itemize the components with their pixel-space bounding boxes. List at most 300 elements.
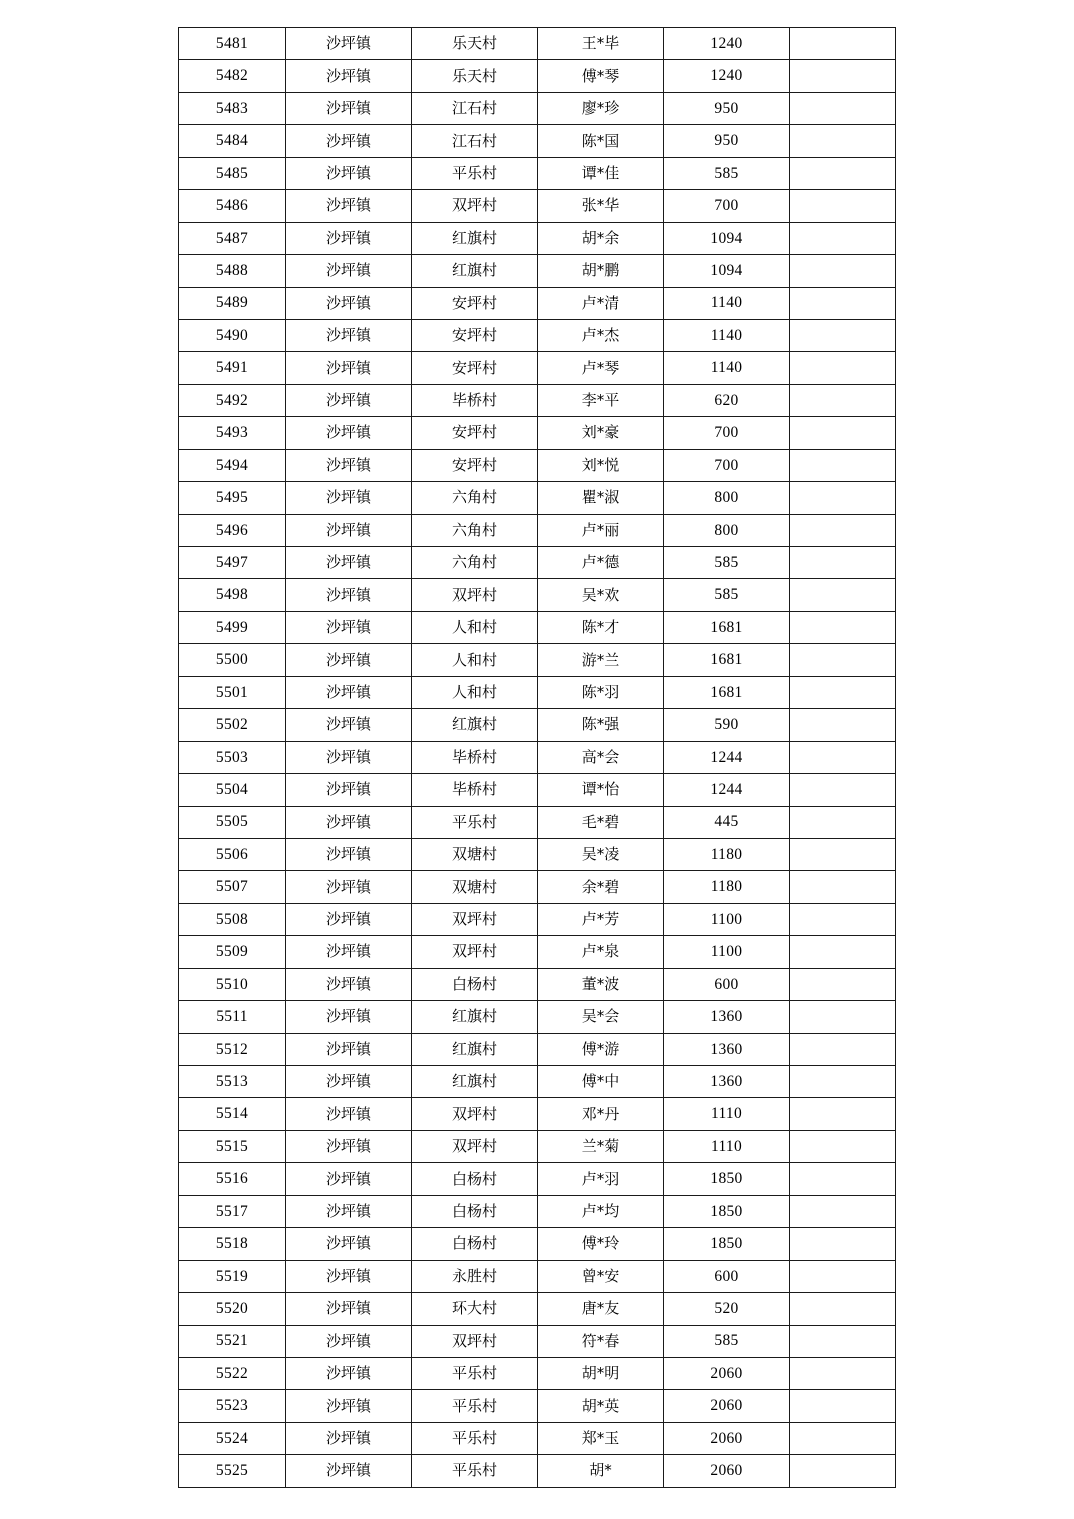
cell-name: 邓*丹 (538, 1098, 664, 1130)
cell-note (790, 1195, 896, 1227)
cell-village: 红旗村 (412, 1066, 538, 1098)
cell-village: 双坪村 (412, 579, 538, 611)
cell-name: 张*华 (538, 190, 664, 222)
cell-id: 5505 (179, 806, 286, 838)
cell-name: 卢*清 (538, 287, 664, 319)
cell-name: 陈*强 (538, 709, 664, 741)
table-body (179, 28, 896, 1488)
cell-name: 卢*均 (538, 1195, 664, 1227)
cell-amount: 1100 (664, 903, 790, 935)
cell-town: 沙坪镇 (286, 417, 412, 449)
cell-note (790, 1390, 896, 1422)
cell-village: 永胜村 (412, 1260, 538, 1292)
table-row (179, 514, 896, 546)
table-row (179, 1033, 896, 1065)
cell-note (790, 92, 896, 124)
cell-name: 陈*才 (538, 611, 664, 643)
cell-amount: 1110 (664, 1098, 790, 1130)
cell-id: 5496 (179, 514, 286, 546)
cell-id: 5518 (179, 1228, 286, 1260)
cell-name: 卢*杰 (538, 319, 664, 351)
table-row (179, 838, 896, 870)
table-row (179, 384, 896, 416)
cell-id: 5494 (179, 449, 286, 481)
cell-id: 5502 (179, 709, 286, 741)
cell-village: 双坪村 (412, 190, 538, 222)
cell-name: 陈*国 (538, 125, 664, 157)
cell-town: 沙坪镇 (286, 190, 412, 222)
cell-town: 沙坪镇 (286, 1163, 412, 1195)
cell-amount: 700 (664, 449, 790, 481)
cell-note (790, 60, 896, 92)
cell-village: 红旗村 (412, 222, 538, 254)
table-row (179, 579, 896, 611)
cell-town: 沙坪镇 (286, 287, 412, 319)
cell-note (790, 936, 896, 968)
cell-village: 平乐村 (412, 1455, 538, 1487)
cell-town: 沙坪镇 (286, 125, 412, 157)
cell-amount: 585 (664, 579, 790, 611)
cell-id: 5516 (179, 1163, 286, 1195)
cell-town: 沙坪镇 (286, 806, 412, 838)
cell-id: 5508 (179, 903, 286, 935)
cell-name: 谭*怡 (538, 774, 664, 806)
cell-id: 5501 (179, 676, 286, 708)
cell-amount: 600 (664, 1260, 790, 1292)
table-row (179, 1001, 896, 1033)
cell-id: 5510 (179, 968, 286, 1000)
cell-name: 吴*欢 (538, 579, 664, 611)
cell-amount: 620 (664, 384, 790, 416)
cell-note (790, 190, 896, 222)
cell-id: 5519 (179, 1260, 286, 1292)
table-row (179, 1260, 896, 1292)
cell-note (790, 1163, 896, 1195)
cell-amount: 700 (664, 417, 790, 449)
cell-village: 平乐村 (412, 1422, 538, 1454)
table-row (179, 449, 896, 481)
cell-name: 傅*玲 (538, 1228, 664, 1260)
cell-id: 5490 (179, 319, 286, 351)
cell-town: 沙坪镇 (286, 936, 412, 968)
cell-name: 瞿*淑 (538, 482, 664, 514)
cell-village: 白杨村 (412, 1163, 538, 1195)
table-row (179, 1422, 896, 1454)
cell-note (790, 287, 896, 319)
cell-amount: 1360 (664, 1001, 790, 1033)
cell-id: 5520 (179, 1293, 286, 1325)
cell-town: 沙坪镇 (286, 60, 412, 92)
cell-village: 平乐村 (412, 157, 538, 189)
cell-town: 沙坪镇 (286, 1390, 412, 1422)
cell-note (790, 255, 896, 287)
cell-note (790, 1422, 896, 1454)
cell-village: 安坪村 (412, 352, 538, 384)
cell-name: 胡*明 (538, 1357, 664, 1389)
cell-note (790, 903, 896, 935)
cell-town: 沙坪镇 (286, 222, 412, 254)
cell-note (790, 1455, 896, 1487)
cell-name: 胡* (538, 1455, 664, 1487)
cell-village: 环大村 (412, 1293, 538, 1325)
data-table (178, 27, 896, 1488)
cell-name: 余*碧 (538, 871, 664, 903)
cell-town: 沙坪镇 (286, 741, 412, 773)
cell-name: 傅*游 (538, 1033, 664, 1065)
cell-village: 六角村 (412, 482, 538, 514)
cell-town: 沙坪镇 (286, 838, 412, 870)
cell-name: 陈*羽 (538, 676, 664, 708)
cell-village: 白杨村 (412, 1195, 538, 1227)
cell-note (790, 1228, 896, 1260)
cell-note (790, 157, 896, 189)
cell-village: 人和村 (412, 611, 538, 643)
table-row (179, 319, 896, 351)
cell-village: 乐天村 (412, 60, 538, 92)
cell-id: 5523 (179, 1390, 286, 1422)
cell-id: 5487 (179, 222, 286, 254)
cell-amount: 520 (664, 1293, 790, 1325)
cell-town: 沙坪镇 (286, 1422, 412, 1454)
cell-village: 安坪村 (412, 417, 538, 449)
cell-village: 六角村 (412, 547, 538, 579)
cell-town: 沙坪镇 (286, 449, 412, 481)
cell-town: 沙坪镇 (286, 903, 412, 935)
cell-note (790, 449, 896, 481)
cell-id: 5497 (179, 547, 286, 579)
table-row (179, 482, 896, 514)
cell-note (790, 741, 896, 773)
cell-town: 沙坪镇 (286, 1293, 412, 1325)
cell-id: 5498 (179, 579, 286, 611)
cell-id: 5500 (179, 644, 286, 676)
cell-village: 双坪村 (412, 1325, 538, 1357)
cell-id: 5507 (179, 871, 286, 903)
cell-name: 谭*佳 (538, 157, 664, 189)
table-row (179, 417, 896, 449)
cell-village: 江石村 (412, 125, 538, 157)
cell-village: 六角村 (412, 514, 538, 546)
cell-id: 5511 (179, 1001, 286, 1033)
cell-id: 5486 (179, 190, 286, 222)
cell-note (790, 774, 896, 806)
cell-amount: 1100 (664, 936, 790, 968)
cell-note (790, 579, 896, 611)
cell-town: 沙坪镇 (286, 1228, 412, 1260)
cell-amount: 1244 (664, 741, 790, 773)
cell-id: 5503 (179, 741, 286, 773)
cell-name: 王*毕 (538, 28, 664, 60)
cell-id: 5522 (179, 1357, 286, 1389)
cell-note (790, 709, 896, 741)
cell-amount: 1180 (664, 838, 790, 870)
cell-amount: 1360 (664, 1033, 790, 1065)
cell-village: 双坪村 (412, 1130, 538, 1162)
table-row (179, 871, 896, 903)
cell-village: 毕桥村 (412, 741, 538, 773)
table-row (179, 676, 896, 708)
cell-village: 安坪村 (412, 319, 538, 351)
cell-id: 5506 (179, 838, 286, 870)
cell-town: 沙坪镇 (286, 514, 412, 546)
cell-note (790, 1130, 896, 1162)
cell-note (790, 1293, 896, 1325)
cell-village: 安坪村 (412, 287, 538, 319)
cell-amount: 2060 (664, 1455, 790, 1487)
cell-note (790, 1066, 896, 1098)
cell-id: 5491 (179, 352, 286, 384)
cell-village: 平乐村 (412, 1390, 538, 1422)
cell-name: 胡*英 (538, 1390, 664, 1422)
cell-amount: 1140 (664, 352, 790, 384)
table-row (179, 60, 896, 92)
cell-name: 董*波 (538, 968, 664, 1000)
table-row (179, 1357, 896, 1389)
cell-id: 5513 (179, 1066, 286, 1098)
cell-village: 双塘村 (412, 838, 538, 870)
cell-town: 沙坪镇 (286, 482, 412, 514)
cell-village: 双坪村 (412, 903, 538, 935)
cell-amount: 445 (664, 806, 790, 838)
cell-name: 吴*凌 (538, 838, 664, 870)
cell-id: 5515 (179, 1130, 286, 1162)
cell-name: 吴*会 (538, 1001, 664, 1033)
cell-name: 廖*珍 (538, 92, 664, 124)
cell-town: 沙坪镇 (286, 352, 412, 384)
cell-village: 双塘村 (412, 871, 538, 903)
cell-amount: 1240 (664, 28, 790, 60)
cell-name: 卢*德 (538, 547, 664, 579)
cell-amount: 1240 (664, 60, 790, 92)
cell-town: 沙坪镇 (286, 1260, 412, 1292)
table-row (179, 774, 896, 806)
cell-name: 傅*中 (538, 1066, 664, 1098)
cell-id: 5499 (179, 611, 286, 643)
cell-note (790, 968, 896, 1000)
cell-town: 沙坪镇 (286, 157, 412, 189)
cell-id: 5521 (179, 1325, 286, 1357)
cell-note (790, 417, 896, 449)
cell-town: 沙坪镇 (286, 709, 412, 741)
cell-id: 5493 (179, 417, 286, 449)
cell-amount: 2060 (664, 1390, 790, 1422)
cell-amount: 1180 (664, 871, 790, 903)
cell-note (790, 838, 896, 870)
cell-town: 沙坪镇 (286, 319, 412, 351)
cell-amount: 700 (664, 190, 790, 222)
cell-village: 红旗村 (412, 709, 538, 741)
table-row (179, 1455, 896, 1487)
cell-name: 胡*鹏 (538, 255, 664, 287)
cell-id: 5504 (179, 774, 286, 806)
cell-note (790, 1260, 896, 1292)
cell-town: 沙坪镇 (286, 1357, 412, 1389)
cell-town: 沙坪镇 (286, 547, 412, 579)
cell-note (790, 547, 896, 579)
cell-village: 白杨村 (412, 968, 538, 1000)
cell-town: 沙坪镇 (286, 1455, 412, 1487)
cell-name: 卢*丽 (538, 514, 664, 546)
table-row (179, 157, 896, 189)
cell-name: 卢*泉 (538, 936, 664, 968)
cell-amount: 2060 (664, 1422, 790, 1454)
cell-note (790, 1098, 896, 1130)
cell-village: 毕桥村 (412, 774, 538, 806)
cell-amount: 1850 (664, 1163, 790, 1195)
cell-id: 5509 (179, 936, 286, 968)
cell-name: 兰*菊 (538, 1130, 664, 1162)
cell-note (790, 482, 896, 514)
cell-id: 5483 (179, 92, 286, 124)
cell-amount: 585 (664, 547, 790, 579)
cell-note (790, 676, 896, 708)
table-row (179, 222, 896, 254)
cell-amount: 950 (664, 125, 790, 157)
cell-town: 沙坪镇 (286, 676, 412, 708)
cell-name: 曾*安 (538, 1260, 664, 1292)
cell-town: 沙坪镇 (286, 1325, 412, 1357)
cell-name: 符*春 (538, 1325, 664, 1357)
table-row (179, 741, 896, 773)
cell-amount: 800 (664, 514, 790, 546)
cell-id: 5482 (179, 60, 286, 92)
cell-town: 沙坪镇 (286, 1130, 412, 1162)
cell-name: 刘*豪 (538, 417, 664, 449)
cell-village: 双坪村 (412, 1098, 538, 1130)
cell-amount: 1850 (664, 1228, 790, 1260)
table-row (179, 806, 896, 838)
cell-note (790, 611, 896, 643)
cell-amount: 1360 (664, 1066, 790, 1098)
cell-town: 沙坪镇 (286, 1066, 412, 1098)
cell-amount: 1244 (664, 774, 790, 806)
cell-id: 5489 (179, 287, 286, 319)
cell-town: 沙坪镇 (286, 644, 412, 676)
cell-town: 沙坪镇 (286, 1001, 412, 1033)
cell-name: 唐*友 (538, 1293, 664, 1325)
cell-village: 双坪村 (412, 936, 538, 968)
cell-id: 5524 (179, 1422, 286, 1454)
table-row (179, 255, 896, 287)
cell-village: 平乐村 (412, 1357, 538, 1389)
table-row (179, 287, 896, 319)
cell-amount: 1094 (664, 255, 790, 287)
cell-village: 乐天村 (412, 28, 538, 60)
cell-id: 5512 (179, 1033, 286, 1065)
cell-amount: 1140 (664, 319, 790, 351)
cell-id: 5488 (179, 255, 286, 287)
cell-amount: 1110 (664, 1130, 790, 1162)
cell-note (790, 222, 896, 254)
cell-name: 刘*悦 (538, 449, 664, 481)
cell-town: 沙坪镇 (286, 255, 412, 287)
cell-amount: 950 (664, 92, 790, 124)
cell-town: 沙坪镇 (286, 1033, 412, 1065)
cell-town: 沙坪镇 (286, 611, 412, 643)
cell-note (790, 871, 896, 903)
cell-town: 沙坪镇 (286, 871, 412, 903)
cell-village: 红旗村 (412, 1001, 538, 1033)
cell-town: 沙坪镇 (286, 92, 412, 124)
cell-village: 白杨村 (412, 1228, 538, 1260)
cell-amount: 600 (664, 968, 790, 1000)
cell-id: 5514 (179, 1098, 286, 1130)
table-row (179, 547, 896, 579)
cell-id: 5485 (179, 157, 286, 189)
table-row (179, 1325, 896, 1357)
cell-village: 平乐村 (412, 806, 538, 838)
cell-name: 李*平 (538, 384, 664, 416)
cell-amount: 1094 (664, 222, 790, 254)
cell-village: 毕桥村 (412, 384, 538, 416)
cell-town: 沙坪镇 (286, 968, 412, 1000)
table-row (179, 1130, 896, 1162)
cell-village: 人和村 (412, 644, 538, 676)
table-row (179, 1098, 896, 1130)
cell-town: 沙坪镇 (286, 28, 412, 60)
cell-amount: 590 (664, 709, 790, 741)
cell-amount: 1681 (664, 676, 790, 708)
table-row (179, 611, 896, 643)
cell-name: 卢*琴 (538, 352, 664, 384)
cell-name: 胡*余 (538, 222, 664, 254)
cell-note (790, 28, 896, 60)
table-row (179, 125, 896, 157)
cell-note (790, 319, 896, 351)
cell-amount: 585 (664, 1325, 790, 1357)
cell-note (790, 806, 896, 838)
table-row (179, 1228, 896, 1260)
table-row (179, 903, 896, 935)
cell-village: 人和村 (412, 676, 538, 708)
cell-note (790, 352, 896, 384)
cell-amount: 1140 (664, 287, 790, 319)
cell-name: 郑*玉 (538, 1422, 664, 1454)
cell-id: 5492 (179, 384, 286, 416)
cell-town: 沙坪镇 (286, 1098, 412, 1130)
table-row (179, 92, 896, 124)
cell-name: 毛*碧 (538, 806, 664, 838)
cell-id: 5517 (179, 1195, 286, 1227)
cell-note (790, 125, 896, 157)
table-row (179, 936, 896, 968)
cell-amount: 1681 (664, 644, 790, 676)
cell-id: 5495 (179, 482, 286, 514)
cell-note (790, 1357, 896, 1389)
cell-village: 红旗村 (412, 255, 538, 287)
table-row (179, 190, 896, 222)
cell-note (790, 1325, 896, 1357)
table-row (179, 644, 896, 676)
cell-name: 卢*芳 (538, 903, 664, 935)
table-row (179, 1195, 896, 1227)
cell-town: 沙坪镇 (286, 774, 412, 806)
table-row (179, 1163, 896, 1195)
cell-amount: 1850 (664, 1195, 790, 1227)
cell-name: 游*兰 (538, 644, 664, 676)
table-row (179, 1390, 896, 1422)
cell-amount: 800 (664, 482, 790, 514)
cell-note (790, 1001, 896, 1033)
cell-village: 红旗村 (412, 1033, 538, 1065)
cell-note (790, 384, 896, 416)
table-row (179, 1293, 896, 1325)
cell-name: 高*会 (538, 741, 664, 773)
cell-id: 5484 (179, 125, 286, 157)
cell-id: 5525 (179, 1455, 286, 1487)
cell-note (790, 514, 896, 546)
table-row (179, 1066, 896, 1098)
